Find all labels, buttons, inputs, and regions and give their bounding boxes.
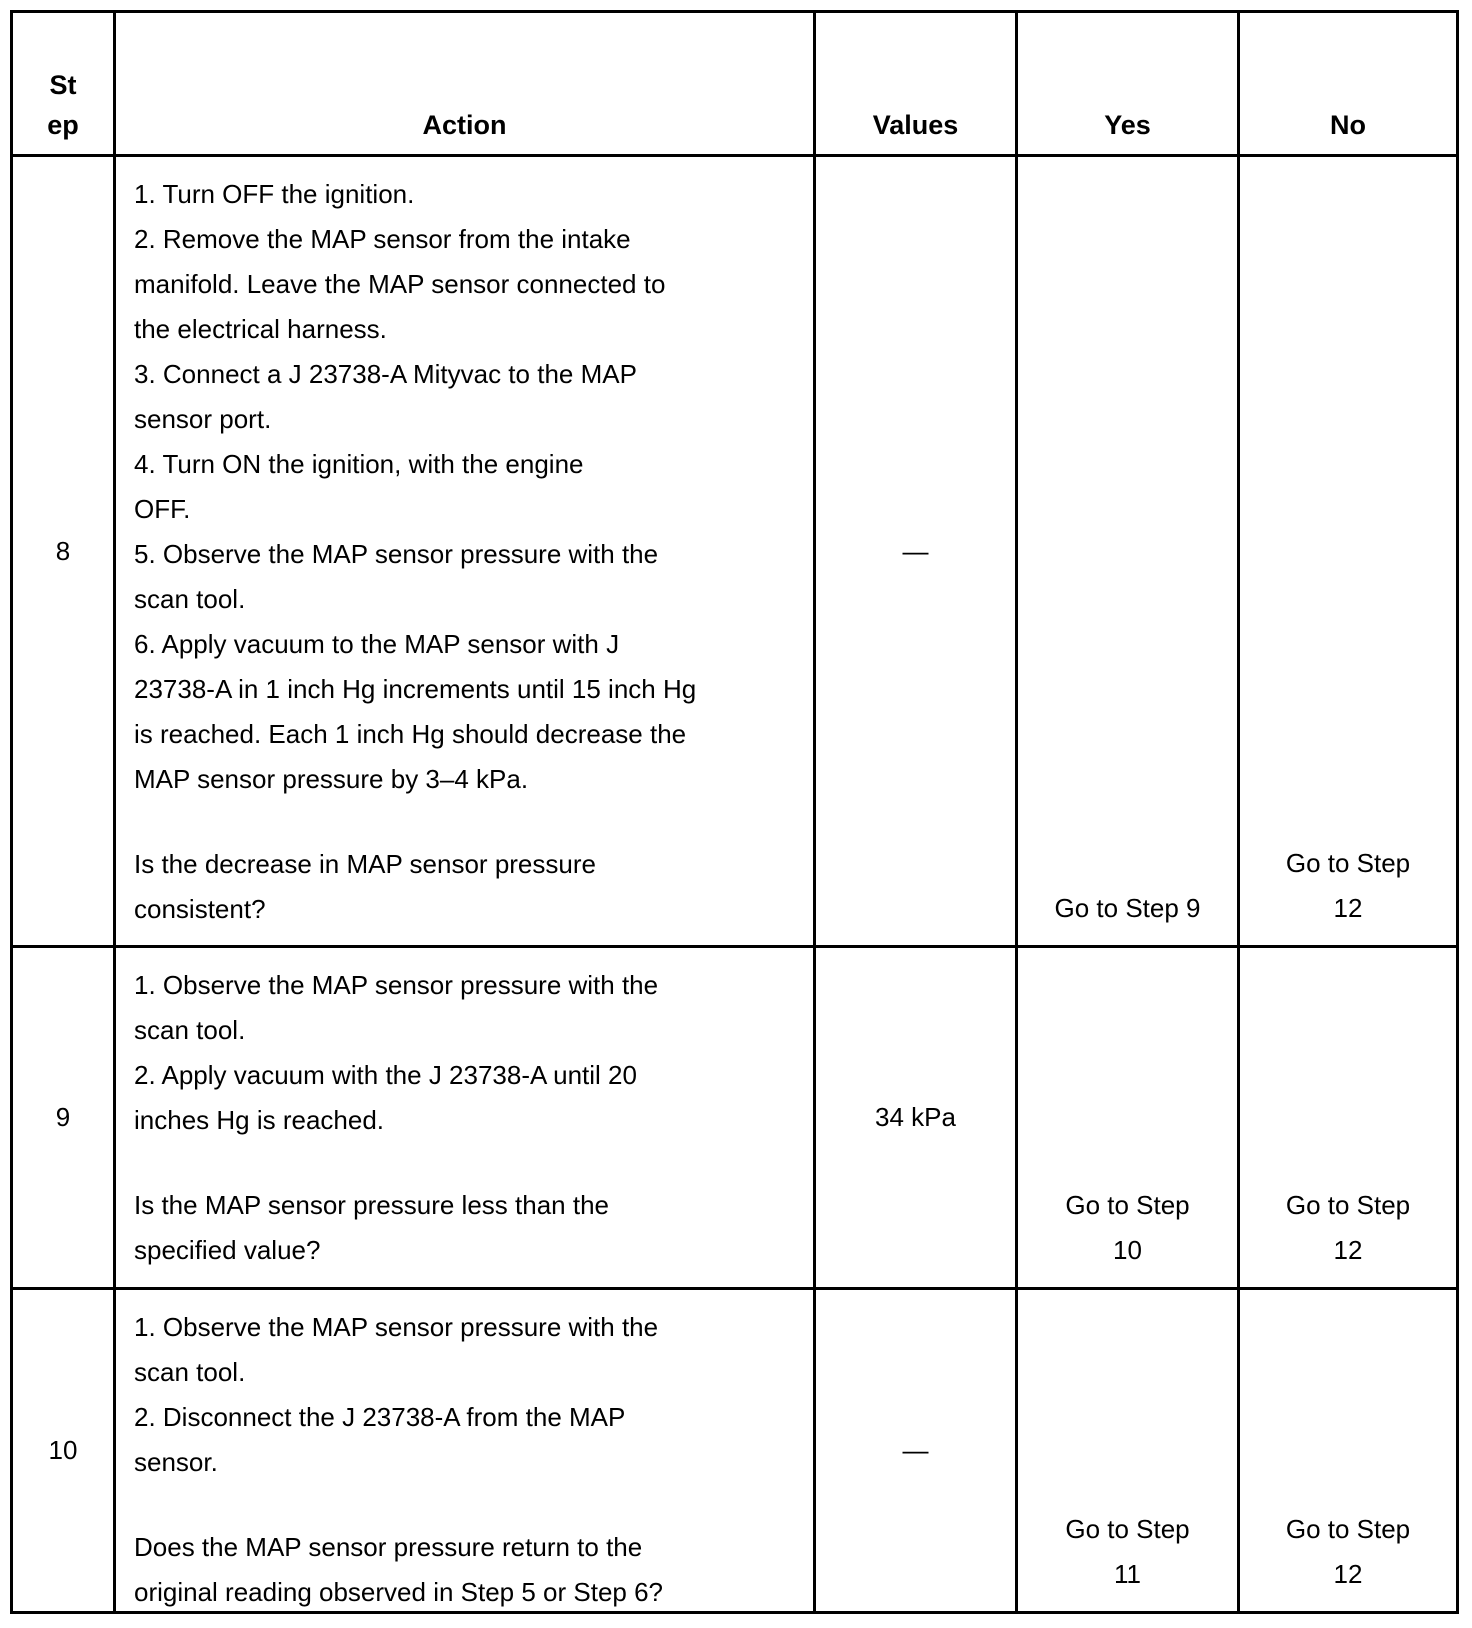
yes-cell <box>1018 948 1237 1287</box>
no-text: Go to Step <box>1285 1514 1411 1544</box>
values-cell: 34 kPa <box>875 1102 956 1132</box>
table-row-step: 9 <box>55 1102 71 1132</box>
action-line: manifold. Leave the MAP sensor connected to <box>134 269 666 299</box>
yes-cell <box>1018 1290 1237 1611</box>
action-line: MAP sensor pressure by 3–4 kPa. <box>134 764 529 794</box>
action-line: 3. Connect a J 23738-A Mityvac to the MAP <box>134 359 637 389</box>
question-line: original reading observed in Step 5 or Step 6? <box>134 1577 664 1607</box>
action-line: 1. Observe the MAP sensor pressure with the <box>134 970 659 1000</box>
diagnostic-table <box>10 10 1459 1614</box>
action-line: scan tool. <box>134 1357 246 1387</box>
header-no: No <box>1330 110 1366 140</box>
values-cell: — <box>902 1435 929 1465</box>
question-line: Is the decrease in MAP sensor pressure <box>134 849 596 879</box>
yes-text: 10 <box>1113 1235 1142 1265</box>
question-line: Is the MAP sensor pressure less than the <box>134 1190 609 1220</box>
action-line: 2. Disconnect the J 23738-A from the MAP <box>134 1402 626 1432</box>
action-line: inches Hg is reached. <box>134 1105 385 1135</box>
yes-text: Go to Step 9 <box>1054 893 1201 923</box>
header-step-line: St <box>49 70 77 100</box>
yes-text: Go to Step <box>1065 1190 1190 1220</box>
header-step-line: ep <box>47 110 79 140</box>
no-text: 12 <box>1333 1235 1363 1265</box>
table-row-step: 8 <box>55 535 71 566</box>
action-line: sensor port. <box>134 404 272 434</box>
action-line: 2. Apply vacuum with the J 23738-A until 20 <box>134 1060 637 1090</box>
action-line: OFF. <box>134 494 191 524</box>
yes-text: Go to Step <box>1065 1514 1190 1544</box>
action-cell <box>116 1290 813 1611</box>
action-cell <box>116 948 813 1287</box>
action-line: 23738-A in 1 inch Hg increments until 15 inch Hg <box>134 674 697 704</box>
no-text: 12 <box>1333 893 1363 923</box>
header-step <box>13 65 113 145</box>
yes-text: 11 <box>1114 1559 1141 1589</box>
action-line: sensor. <box>134 1447 218 1477</box>
action-line: 1. Turn OFF the ignition. <box>134 179 415 209</box>
action-cell <box>116 157 813 945</box>
question-line: Does the MAP sensor pressure return to the <box>134 1532 643 1562</box>
action-line: 6. Apply vacuum to the MAP sensor with J <box>134 629 620 659</box>
action-line: 2. Remove the MAP sensor from the intake <box>134 224 631 254</box>
action-line: scan tool. <box>134 584 246 614</box>
no-cell <box>1240 1290 1456 1611</box>
yes-cell <box>1018 157 1237 945</box>
no-cell <box>1240 948 1456 1287</box>
action-line: the electrical harness. <box>134 314 387 344</box>
action-line: 5. Observe the MAP sensor pressure with the <box>134 539 659 569</box>
action-line: 4. Turn ON the ignition, with the engine <box>134 449 584 479</box>
header-yes: Yes <box>1104 110 1151 140</box>
header-values: Values <box>872 110 959 140</box>
no-cell <box>1240 157 1456 945</box>
action-line: 1. Observe the MAP sensor pressure with the <box>134 1312 659 1342</box>
no-text: 12 <box>1333 1559 1363 1589</box>
action-line: scan tool. <box>134 1015 246 1045</box>
question-line: consistent? <box>134 894 266 924</box>
header-action: Action <box>422 110 507 140</box>
no-text: Go to Step <box>1285 1190 1411 1220</box>
table-row-step: 10 <box>48 1435 78 1465</box>
values-cell: — <box>902 535 929 566</box>
question-line: specified value? <box>134 1235 321 1265</box>
action-line: is reached. Each 1 inch Hg should decrease the <box>134 719 687 749</box>
no-text: Go to Step <box>1285 848 1411 878</box>
